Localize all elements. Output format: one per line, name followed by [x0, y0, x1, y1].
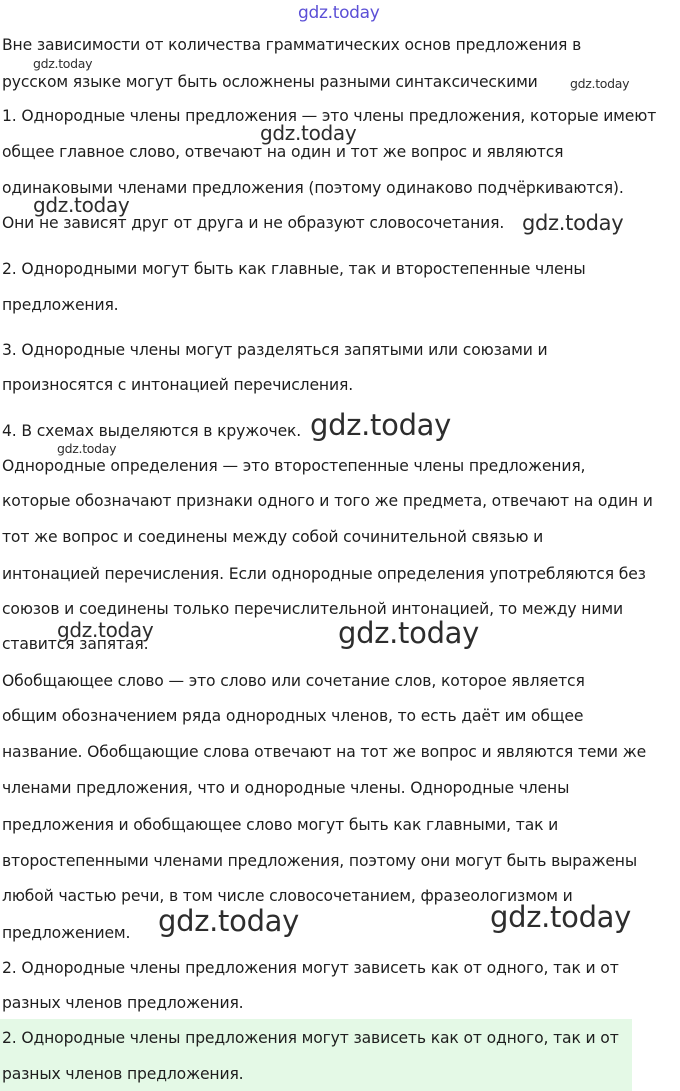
text-line: 4. В схемах выделяются в кружочек. — [2, 422, 302, 440]
watermark: gdz.today — [260, 121, 357, 145]
watermark: gdz.today — [57, 441, 117, 456]
watermark: gdz.today — [33, 56, 93, 71]
text-line: общее главное слово, отвечают на один и тот же вопрос и являются — [2, 143, 564, 161]
text-line: произносятся с интонацией перечисления. — [2, 376, 353, 394]
text-line: 1. Однородные члены предложения — это члены предложения, которые имеют — [2, 107, 657, 125]
text-line: любой частью речи, в том числе словосочетанием, фразеологизмом и — [2, 887, 573, 905]
text-line: разных членов предложения. — [2, 994, 244, 1012]
watermark: gdz.today — [33, 193, 130, 217]
watermark: gdz.today — [338, 616, 480, 650]
watermark: gdz.today — [310, 408, 452, 442]
text-line: союзов и соединены только перечислительной интонацией, то между ними — [2, 600, 623, 618]
watermark: gdz.today — [158, 904, 300, 938]
text-line: 3. Однородные члены могут разделяться запятыми или союзами и — [2, 341, 548, 359]
text-line: Однородные определения — это второстепенные члены предложения, — [2, 457, 586, 475]
watermark: gdz.today — [522, 211, 624, 235]
text-line: 2. Однородные члены предложения могут зависеть как от одного, так и от — [2, 959, 619, 977]
text-line: Они не зависят друг от друга и не образуют словосочетания. — [2, 214, 505, 232]
header-watermark[interactable]: gdz.today — [298, 3, 380, 23]
text-line: разных членов предложения. — [2, 1065, 244, 1083]
text-line: тот же вопрос и соединены между собой сочинительной связью и — [2, 528, 544, 546]
text-line: Вне зависимости от количества грамматических основ предложения в — [2, 36, 582, 54]
text-line: предложением. — [2, 924, 131, 942]
text-line: членами предложения, что и однородные члены. Однородные члены — [2, 779, 570, 797]
text-line: второстепенными членами предложения, поэтому они могут быть выражены — [2, 852, 637, 870]
text-line: ставится запятая. — [2, 635, 149, 653]
watermark: gdz.today — [570, 76, 630, 91]
text-line: которые обозначают признаки одного и того же предмета, отвечают на один и — [2, 492, 653, 510]
text-line: 2. Однородными могут быть как главные, так и второстепенные члены — [2, 260, 586, 278]
text-line: Обобщающее слово — это слово или сочетание слов, которое является — [2, 672, 585, 690]
text-line: предложения. — [2, 296, 119, 314]
watermark: gdz.today — [57, 618, 154, 642]
text-line: интонацией перечисления. Если однородные определения употребляются без — [2, 565, 646, 583]
text-line: общим обозначением ряда однородных членов, то есть даёт им общее — [2, 707, 584, 725]
text-line: название. Обобщающие слова отвечают на тот же вопрос и являются теми же — [2, 743, 647, 761]
text-line: предложения и обобщающее слово могут быть как главными, так и — [2, 816, 559, 834]
text-line: 2. Однородные члены предложения могут зависеть как от одного, так и от — [2, 1029, 619, 1047]
text-line: одинаковыми членами предложения (поэтому одинаково подчёркиваются). — [2, 179, 624, 197]
watermark: gdz.today — [490, 900, 632, 934]
text-line: русском языке могут быть осложнены разными синтаксическими — [2, 73, 538, 91]
